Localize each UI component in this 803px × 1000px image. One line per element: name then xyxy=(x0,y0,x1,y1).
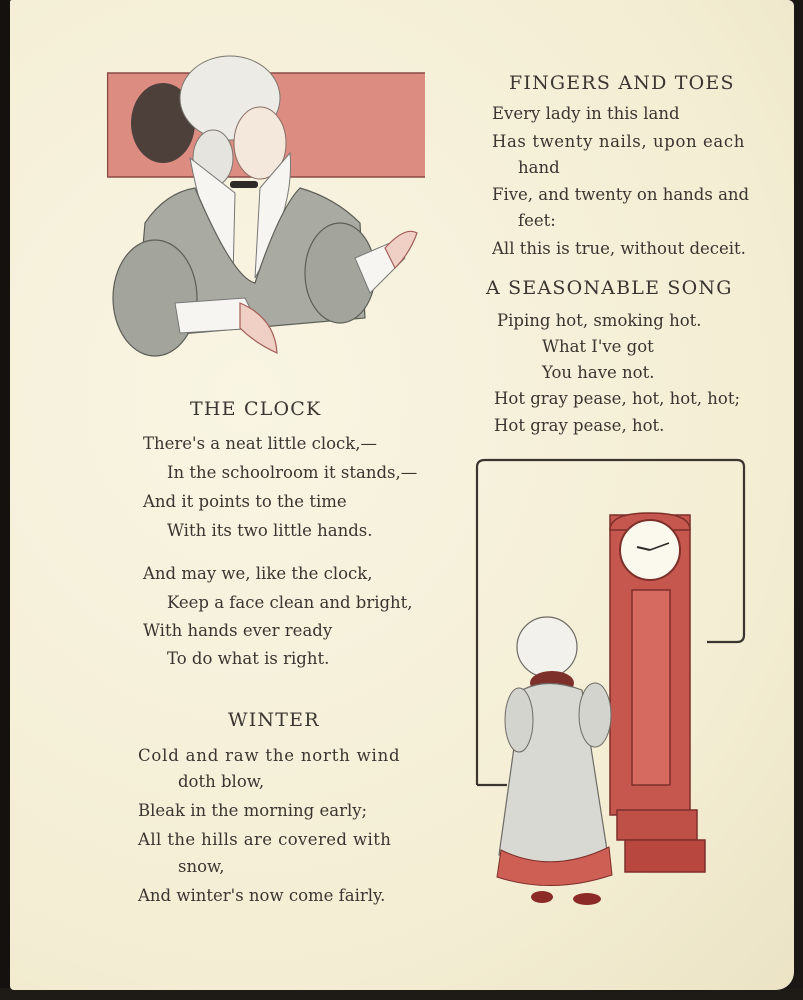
winter-line-2: doth blow, xyxy=(178,772,265,791)
clock-line-1: There's a neat little clock,— xyxy=(143,434,378,453)
clock-door-panel xyxy=(632,590,670,785)
book-page xyxy=(10,0,794,990)
seasonable-line-2: What I've got xyxy=(542,337,654,356)
clock-base-upper xyxy=(617,810,697,840)
fingers-line-3: hand xyxy=(518,158,560,177)
seasonable-line-5: Hot gray pease, hot. xyxy=(494,416,665,435)
fingers-line-1: Every lady in this land xyxy=(492,104,680,123)
winter-line-6: And winter's now come fairly. xyxy=(138,886,386,905)
girl-and-clock-illustration xyxy=(457,455,757,915)
winter-line-5: snow, xyxy=(178,857,225,876)
girl-left-shoe xyxy=(531,891,553,903)
fingers-line-6: All this is true, without deceit. xyxy=(492,239,746,258)
fingers-line-4: Five, and twenty on hands and xyxy=(492,185,750,204)
winter-title: WINTER xyxy=(228,709,320,731)
winter-line-1: Cold and raw the north wind xyxy=(138,746,401,765)
clock-line-2: In the schoolroom it stands,— xyxy=(167,463,418,482)
clock-line-3: And it points to the time xyxy=(143,492,347,511)
seasonable-line-4: Hot gray pease, hot, hot, hot; xyxy=(494,389,741,408)
fingers-title: FINGERS AND TOES xyxy=(509,72,735,94)
clock-line-8: To do what is right. xyxy=(167,649,330,668)
fingers-line-5: feet: xyxy=(518,211,556,230)
clock-title: THE CLOCK xyxy=(190,398,322,420)
girl-right-shoe xyxy=(573,893,601,905)
winter-line-3: Bleak in the morning early; xyxy=(138,801,368,820)
fingers-line-2: Has twenty nails, upon each xyxy=(492,132,745,151)
lady-illustration xyxy=(105,48,425,368)
clock-base-lower xyxy=(625,840,705,872)
clock-line-7: With hands ever ready xyxy=(143,621,333,640)
girl-left-sleeve xyxy=(505,688,533,752)
winter-line-4: All the hills are covered with xyxy=(138,830,392,849)
seasonable-line-1: Piping hot, smoking hot. xyxy=(497,311,702,330)
left-puff-sleeve xyxy=(113,240,197,356)
seasonable-line-3: You have not. xyxy=(542,363,655,382)
girl-bonnet xyxy=(517,617,577,677)
girl-right-sleeve xyxy=(579,683,611,747)
clock-line-4: With its two little hands. xyxy=(167,521,373,540)
seasonable-title: A SEASONABLE SONG xyxy=(486,277,733,299)
clock-line-6: Keep a face clean and bright, xyxy=(167,593,413,612)
clock-line-5: And may we, like the clock, xyxy=(143,564,373,583)
neck-ribbon xyxy=(230,181,258,188)
book-spine-shadow xyxy=(0,0,10,1000)
